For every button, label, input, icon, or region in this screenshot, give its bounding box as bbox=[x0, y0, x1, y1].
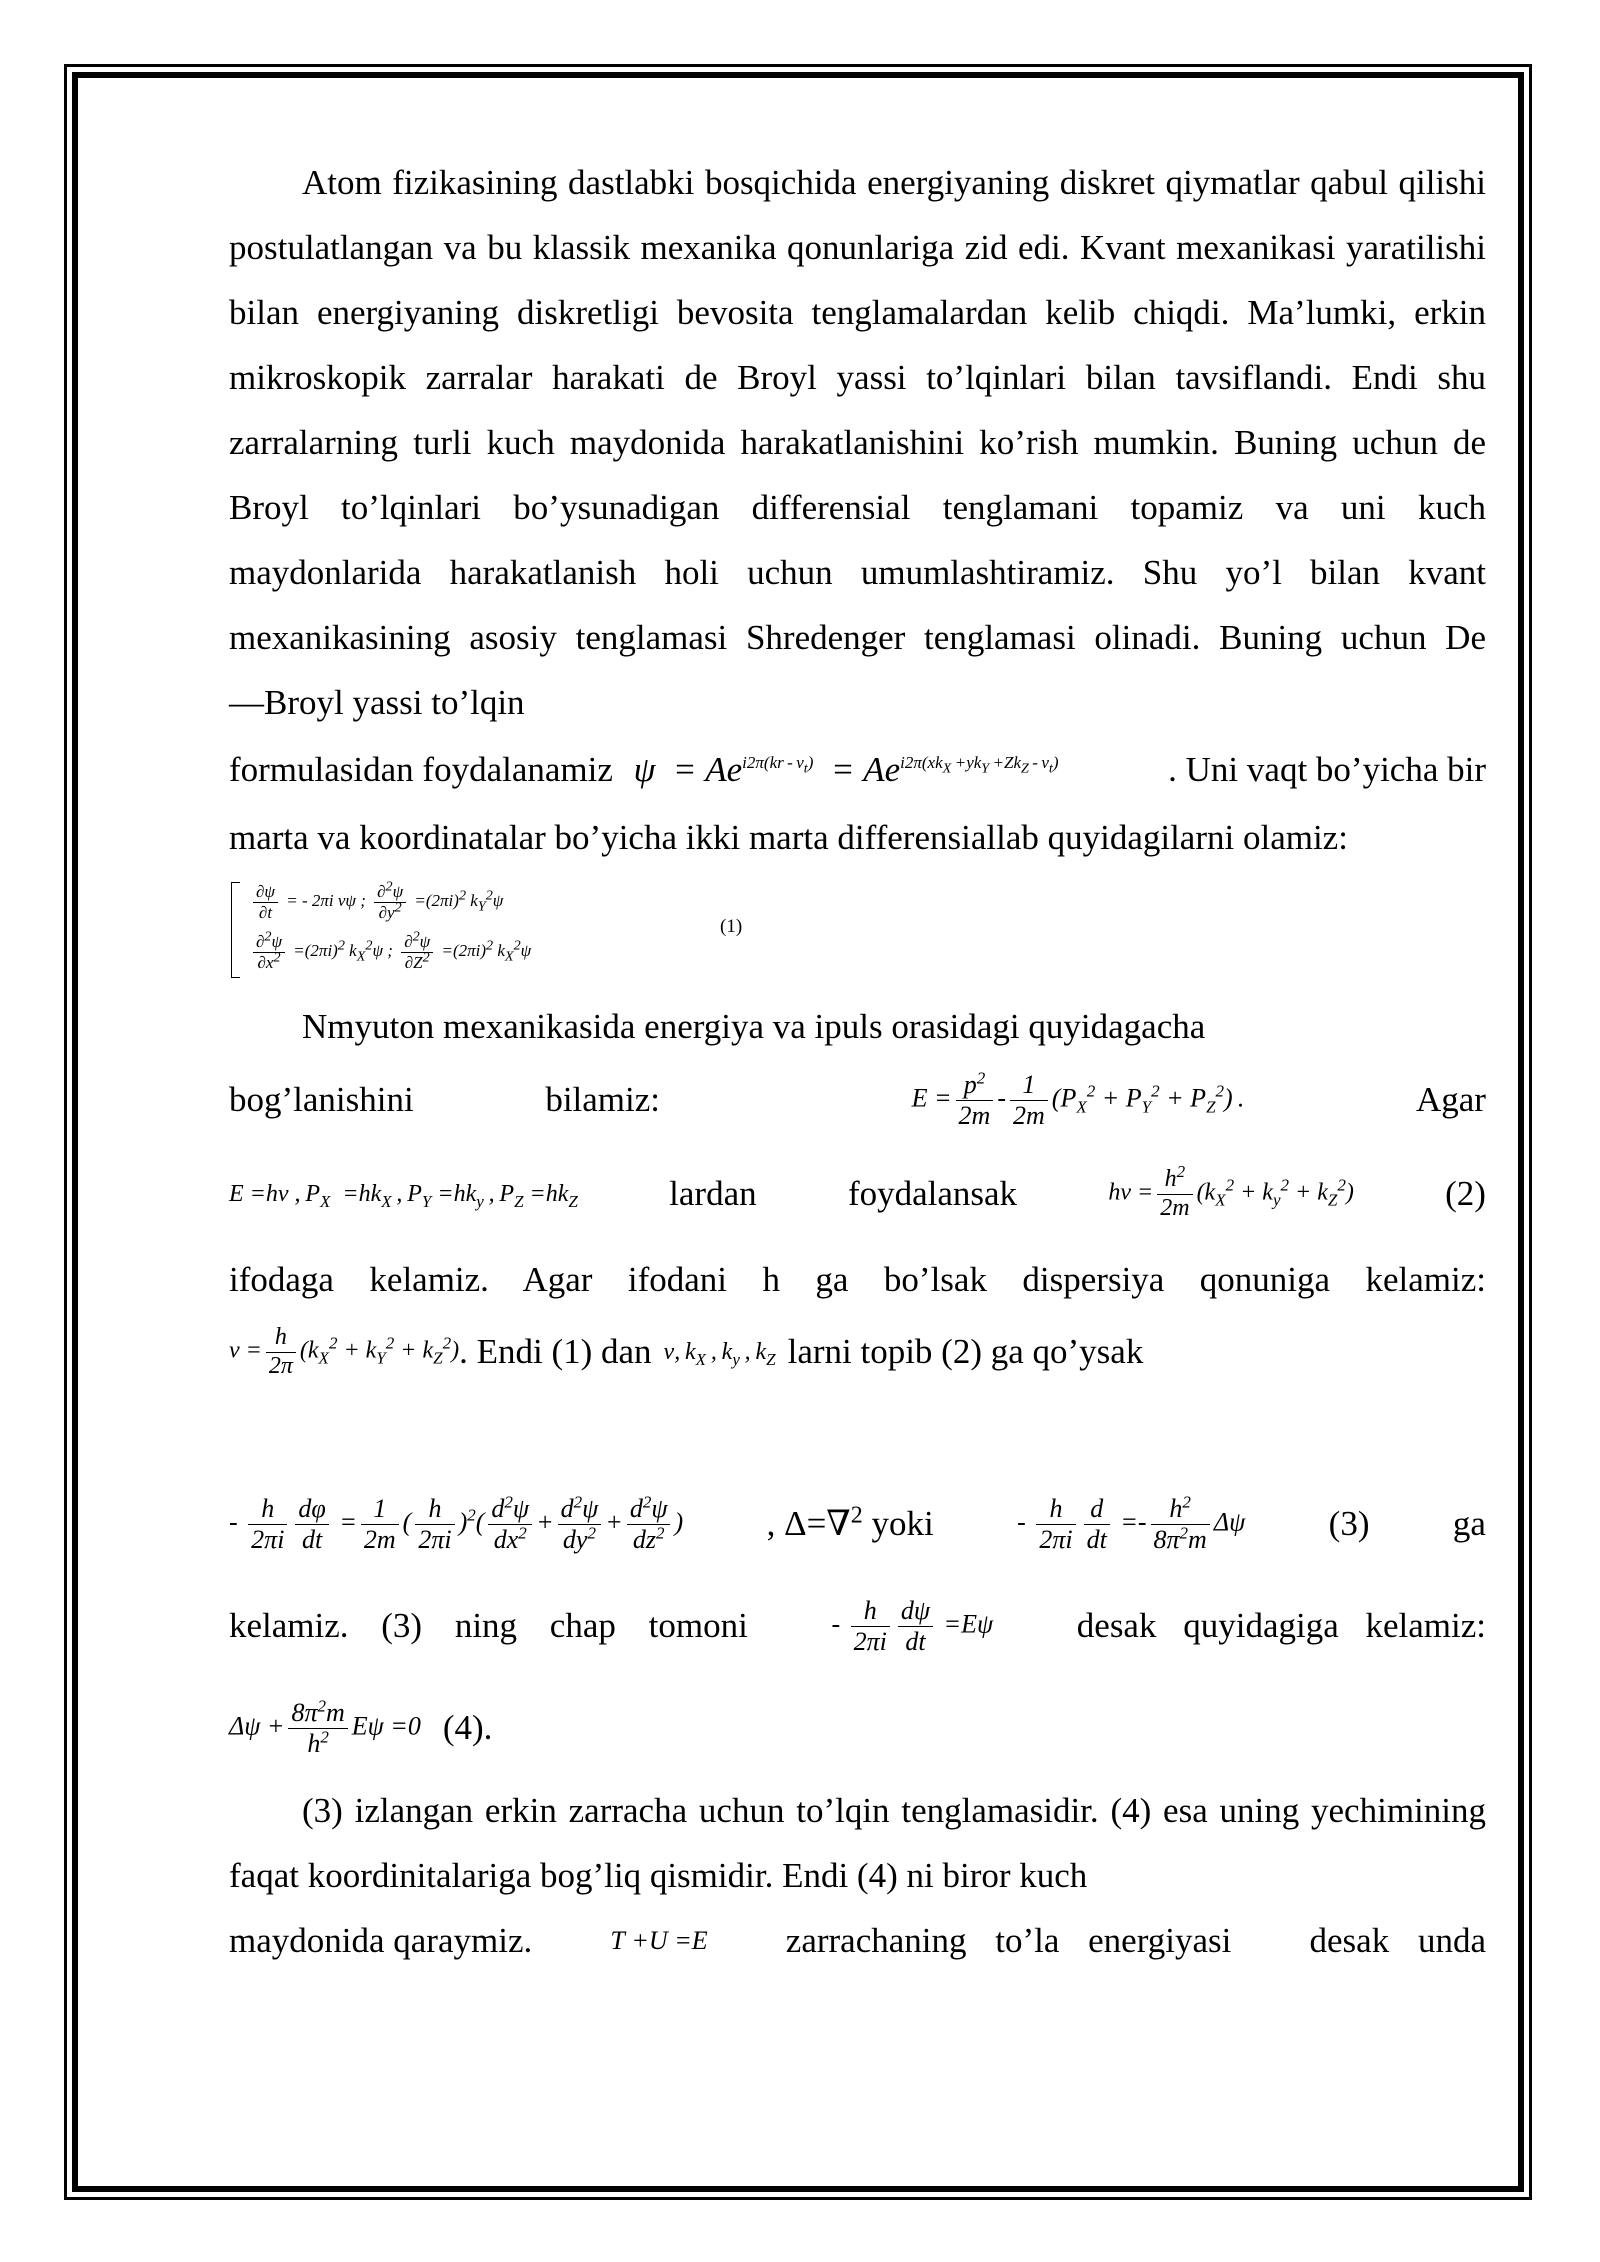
paragraph-dispersion: ifodaga kelamiz. Agar ifodani h ga bo’lsak dispersiya qonuniga kelamiz: bbox=[229, 1260, 1486, 1299]
substitution-line bbox=[229, 1141, 1486, 1247]
wave-equation-formula: - $\frac{h}{2\pi i}$ $\frac{d\varphi}{dt}$ = $\frac{1}{2m}$ ( $\frac{h}{2\pi i}$ )$^2$( $\frac{d^2\psi}{dx^2}$ + $\frac{d^2\psi}{dy^2}$ + $\frac{d^2\psi}{dz^2}$ ) bbox=[229, 1491, 684, 1554]
system-brace bbox=[231, 882, 240, 978]
paragraph-intro-last: marta va koordinatalar bo’yicha ikki marta differensiallab quyidagilarni olamiz: bbox=[229, 818, 1348, 857]
text-zarrachaning: zarrachaning to’la energiyasi bbox=[785, 1920, 1232, 1960]
laplacian-definition: , Δ=∇$^2$ yoki bbox=[766, 1502, 934, 1543]
equation-3-line bbox=[229, 1474, 1486, 1574]
paragraph-intro-text: Atom fizikasining dastlabki bosqichida energiyaning diskret qiymatlar qabul qilishi postulatlangan va bu klassik mexanika qonunlariga zid edi. Kvant mexanikasi yaratilishi bilan energiyaning diskretligi bevosita tenglamalardan kelib chiqdi. Ma’lumki, erkin mikroskopik zarralar harakati de Broyl yassi to’lqinlari bilan tavsiflandi. Endi shu zarralarning turli kuch maydonida harakatlanishini ko’rish mumkin. Buning uchun de Broyl to’lqinlari bo’ysunadigan differensial tenglamani topamiz va uni kuch maydonlarida harakatlanish holi uchun umumlashtiramiz. Shu yo’l bilan kvant mexanikasining asosiy tenglamasi Shredenger tenglamasi olinadi. Buning uchun De ―Broyl yassi to’lqin bbox=[229, 163, 1486, 722]
word-ga: ga bbox=[1452, 1504, 1486, 1543]
equation-4-line bbox=[229, 1678, 1486, 1778]
equation-4-formula: Δψ + $\frac{8\pi^2m}{h^2}$ Eψ =0 bbox=[229, 1695, 421, 1758]
momentum-formula: E =hν , $P_X =hk_X$ , $P_Y =hk_y$ , $P_Z =hk_Z$ bbox=[229, 1180, 578, 1211]
variables-formula: ν, $k_X$ , $k_y$ , $k_Z$ bbox=[663, 1338, 776, 1369]
paragraph-newton: Nmyuton mexanikasida energiya va ipuls orasidagi quyidagacha bbox=[302, 1007, 1206, 1046]
paragraph-intro bbox=[229, 150, 1486, 735]
equation-number-3: (3) bbox=[1328, 1504, 1370, 1543]
paragraph-conclusion: (3) izlangan erkin zarracha uchun to’lqin tenglamasidir. (4) esa uning yechimining faqat koordinitalariga bog’liq qismidir. Endi (4) ni biror kuch bbox=[229, 1791, 1486, 1895]
plane-wave-formula: $\psi = Ae^{i2\pi(kr - \nu_t)} = Ae^{i2\pi(xk_X +yk_Y +Zk_Z - \nu_t)}$ bbox=[633, 750, 1059, 789]
equation-number-4: (4). bbox=[442, 1708, 493, 1747]
text-desak-unda: desak unda bbox=[1309, 1920, 1486, 1960]
text-desak: desak quyidagiga kelamiz: bbox=[1076, 1606, 1486, 1645]
total-energy-formula: T +U =E bbox=[610, 1925, 708, 1955]
dispersion-formula: ν = $\frac{h}{2\pi}$ $(k_X^2 + k_Y^2 + k_Z^2)$ bbox=[229, 1323, 460, 1379]
text-endi: . Endi (1) dan bbox=[459, 1332, 652, 1371]
word-foydalansak: foydalansak bbox=[847, 1174, 1018, 1213]
equation-number-2: (2) bbox=[1445, 1174, 1486, 1213]
dispersion-line bbox=[229, 1312, 1486, 1392]
energy-operator-formula: - $\frac{h}{2\pi i}$ $\frac{d\psi}{dt}$ =Eψ bbox=[831, 1595, 994, 1656]
equation-number-1: (1) bbox=[720, 916, 743, 937]
text-larni: larni topib (2) ga qo’ysak bbox=[787, 1332, 1144, 1371]
energy-formula: E = $\frac{p^2}{2m}$ - $\frac{1}{2m}$ $(P_X^2 + P_Y^2 + P_Z^2)$ . bbox=[911, 1067, 1245, 1130]
energy-relation-line bbox=[229, 1059, 1486, 1141]
formula-lead-text: formulasidan foydalanamiz $\psi = Ae^{i2\pi(kr - \nu_t)} = Ae^{i2\pi(xk_X +yk_Y +Zk_Z - \nu_t)}$ bbox=[229, 750, 1059, 789]
formula-line-psi bbox=[229, 735, 1486, 805]
text-maydonida: maydonida qaraymiz. bbox=[229, 1920, 533, 1960]
word-agar: Agar bbox=[1416, 1080, 1486, 1119]
word-boglanishini: bog’lanishini bbox=[229, 1080, 414, 1119]
formula-tail-text: . Uni vaqt bo’yicha bir bbox=[1168, 750, 1486, 789]
document-page bbox=[229, 150, 1486, 1973]
left-side-line bbox=[229, 1574, 1486, 1678]
conclusion-last-line bbox=[229, 1908, 1486, 1973]
word-lardan: lardan bbox=[669, 1174, 757, 1213]
equation-system-1 bbox=[229, 876, 1486, 986]
system-line-1: $\frac{\partial\psi}{\partial t}$ = - 2πi νψ ; $\frac{\partial^2\psi}{\partial y^2}$ $=(2\pi i)^2$ $k_Y^2\psi$ bbox=[249, 882, 503, 922]
equation-3-formula: - $\frac{h}{2\pi i}$ $\frac{d}{dt}$ =- $\frac{h^2}{8\pi^2m}$ Δψ bbox=[1017, 1491, 1246, 1554]
system-line-2: $\frac{\partial^2\psi}{\partial x^2}$ $=(2\pi i)^2$ $k_X^2\psi$ ; $\frac{\partial^2\psi}{\partial Z^2}$ $=(2\pi i)^2$ $k_X^2\psi$ bbox=[249, 932, 531, 972]
equation-2-formula: hν = $\frac{h^2}{2m}$ $(k_X^2 + k_y^2 + k_Z^2)$ bbox=[1108, 1161, 1354, 1221]
text-kelamiz-chap: kelamiz. (3) ning chap tomoni bbox=[229, 1606, 748, 1645]
word-bilamiz: bilamiz: bbox=[545, 1080, 661, 1119]
